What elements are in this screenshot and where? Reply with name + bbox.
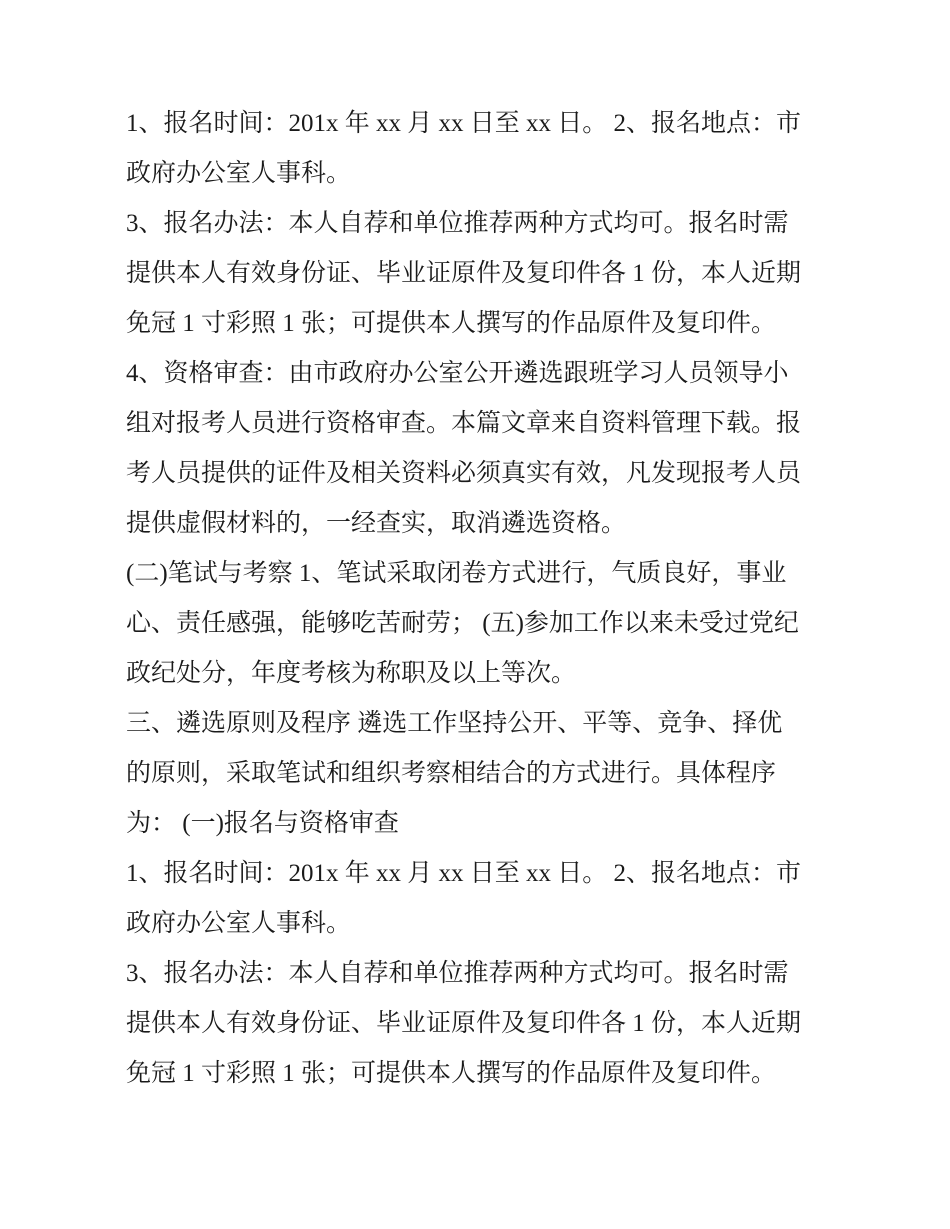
paragraph-registration-method: 3、报名办法：本人自荐和单位推荐两种方式均可。报名时需提供本人有效身份证、毕业证原件及复印件各 1 份，本人近期免冠 1 寸彩照 1 张；可提供本人撰写的作品原件及复印件。 <box>126 210 802 337</box>
paragraph-qualification-review: 4、资格审查：由市政府办公室公开遴选跟班学习人员领导小组对报考人员进行资格审查。本篇文章来自资料管理下载。报考人员提供的证件及相关资料必须真实有效，凡发现报考人员提供虚假材料的，一经查实，取消遴选资格。 <box>126 360 802 537</box>
paragraph-registration-time-repeat: 1、报名时间：201x 年 xx 月 xx 日至 xx 日。 2、报名地点：市政府办公室人事科。 <box>126 860 802 937</box>
paragraph-selection-principles: 三、遴选原则及程序 遴选工作坚持公开、平等、竞争、择优的原则，采取笔试和组织考察相结合的方式进行。具体程序为： (一)报名与资格审查 <box>126 710 783 837</box>
paragraph-registration-time: 1、报名时间：201x 年 xx 月 xx 日至 xx 日。 2、报名地点：市政府办公室人事科。 <box>126 110 802 187</box>
paragraph-registration-method-repeat: 3、报名办法：本人自荐和单位推荐两种方式均可。报名时需提供本人有效身份证、毕业证原件及复印件各 1 份，本人近期免冠 1 寸彩照 1 张；可提供本人撰写的作品原件及复印件。 <box>126 960 802 1087</box>
paragraph-written-test-inspection: (二)笔试与考察 1、笔试采取闭卷方式进行，气质良好，事业心、责任感强，能够吃苦耐劳； (五)参加工作以来未受过党纪政纪处分，年度考核为称职及以上等次。 <box>126 560 799 687</box>
